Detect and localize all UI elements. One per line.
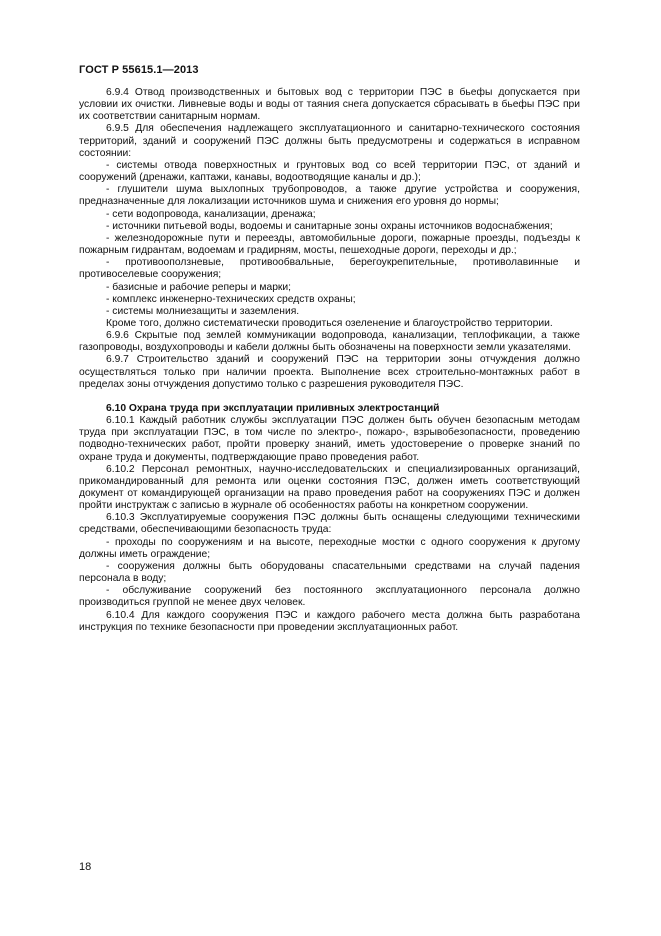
paragraph-6-9-5: 6.9.5 Для обеспечения надлежащего эксплуатационного и санитарно-технического состояния территорий, зданий и сооружений ПЭС должны быть предусмотрены и содержаться в исправном состоянии: xyxy=(79,123,580,159)
paragraph-6-9-7: 6.9.7 Строительство зданий и сооружений ПЭС на территории зоны отчуждения должно осуществляться только при наличии проекта. Выполнение всех строительно-монтажных работ в пределах зоны отчуждения допустимо только с разрешения руководителя ПЭС. xyxy=(79,354,580,390)
list-item: - глушители шума выхлопных трубопроводов, а также другие устройства и сооружения, предназначенные для локализации источников шума и снижения его уровня до нормы; xyxy=(79,184,580,208)
paragraph-6-10-4: 6.10.4 Для каждого сооружения ПЭС и каждого рабочего места должна быть разработана инструкция по технике безопасности при проведении эксплуатационных работ. xyxy=(79,609,580,633)
paragraph-6-10-3: 6.10.3 Эксплуатируемые сооружения ПЭС должны быть оснащены следующими техническими средствами, обеспечивающими безопасность труда: xyxy=(79,512,580,536)
list-item: - обслуживание сооружений без постоянного эксплуатационного персонала должно производиться группой не менее двух человек. xyxy=(79,585,580,609)
document-code-header: ГОСТ Р 55615.1—2013 xyxy=(79,64,199,76)
list-item: - источники питьевой воды, водоемы и санитарные зоны охраны источников водоснабжения; xyxy=(106,220,553,232)
list-item: - сети водопровода, канализации, дренажа; xyxy=(106,208,316,220)
list-item: - проходы по сооружениям и на высоте, переходные мостки с одного сооружения к другому должны иметь ограждение; xyxy=(79,536,580,560)
list-item: - базисные и рабочие реперы и марки; xyxy=(106,281,292,293)
list-item: - системы отвода поверхностных и грунтовых вод со всей территории ПЭС, от зданий и сооружений (дренажи, каптажи, канавы, водоотводящие каналы и др.); xyxy=(79,159,580,184)
list-item: - комплекс инженерно-технических средств охраны; xyxy=(106,293,356,305)
list-item: - железнодорожные пути и переезды, автомобильные дороги, пожарные проезды, подъезды к пожарным гидрантам, водоемам и градирням, мосты, пешеходные дороги, переходы и др.; xyxy=(79,232,580,257)
paragraph-additional: Кроме того, должно систематически проводиться озеленение и благоустройство территории. xyxy=(106,317,553,329)
paragraph-6-10-2: 6.10.2 Персонал ремонтных, научно-исследовательских и специализированных организаций, прикомандированный для ремонта или оценки состояния ПЭС, должен иметь соответствующий документ от командирующей организации на право проведения работ на сооружениях ПЭС и должен пройти инструктаж с записью в журнале об особенностях работы на конкретном сооружении. xyxy=(79,463,580,512)
page-number: 18 xyxy=(79,861,92,873)
paragraph-6-9-6: 6.9.6 Скрытые под землей коммуникации водопровода, канализации, теплофикации, а также газопроводы, воздухопроводы и кабели должны быть обозначены на поверхности земли указателями. xyxy=(79,330,580,354)
paragraph-6-10-1: 6.10.1 Каждый работник службы эксплуатации ПЭС должен быть обучен безопасным методам труда при эксплуатации ПЭС, в том числе по электро-, пожаро-, взрывобезопасности, проведению подводно-технических работ, пройти проверку знаний, иметь удостоверение о проверке знаний по охране труда и документы, подтверждающие право проведения работ. xyxy=(79,415,580,463)
list-item: - системы молниезащиты и заземления. xyxy=(106,305,300,317)
list-item: - противооползневые, противообвальные, берегоукрепительные, противолавинные и противоселевые сооружения; xyxy=(79,257,580,281)
document-body xyxy=(79,87,580,634)
paragraph-6-9-4: 6.9.4 Отвод производственных и бытовых вод с территории ПЭС в бьефы допускается при условии их очистки. Ливневые воды и воды от таяния снега допускается сбрасывать в бьефы ПЭС при их соответствии санитарным нормам. xyxy=(79,87,580,123)
section-heading: 6.10 Охрана труда при эксплуатации приливных электростанций xyxy=(106,402,440,414)
list-item: - сооружения должны быть оборудованы спасательными средствами на случай падения персонала в воду; xyxy=(79,560,580,585)
